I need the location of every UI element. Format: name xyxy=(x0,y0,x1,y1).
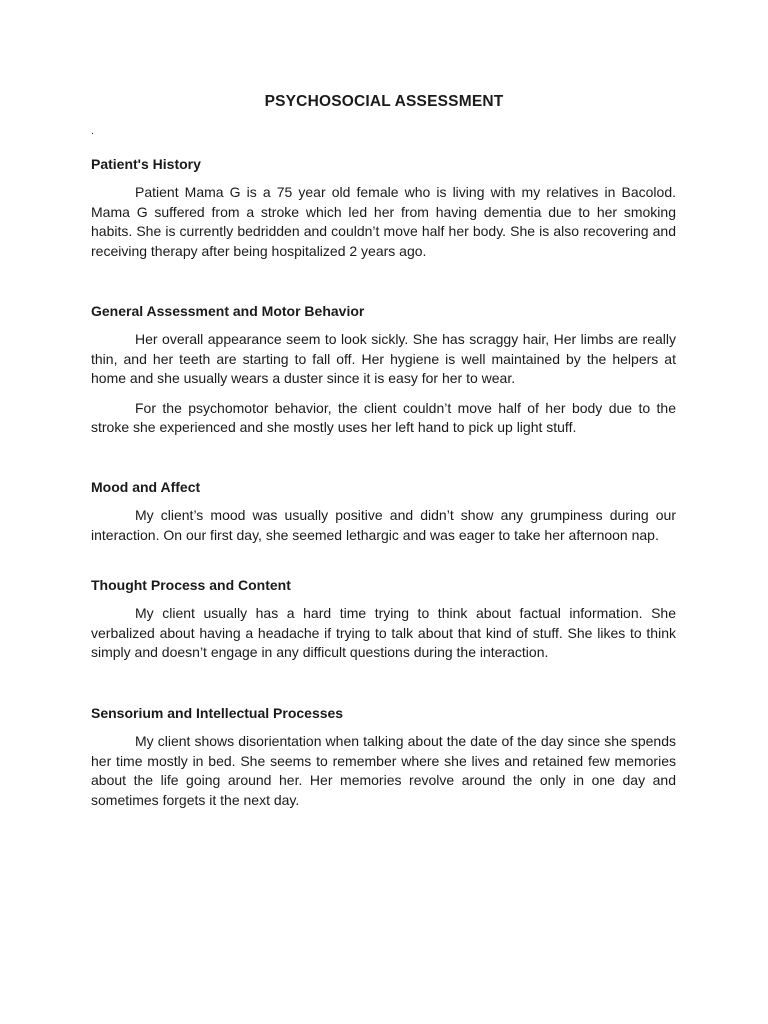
section-general-assessment xyxy=(91,302,676,438)
section-sensorium xyxy=(91,704,676,810)
section-heading: General Assessment and Motor Behavior xyxy=(91,303,365,319)
section-mood-affect xyxy=(91,478,676,545)
section-heading: Sensorium and Intellectual Processes xyxy=(91,705,344,721)
section-paragraph: My client’s mood was usually positive and didn’t show any grumpiness during our interaction. On our first day, she seemed lethargic and was eager to take her afternoon nap. xyxy=(91,507,676,543)
section-paragraph: My client shows disorientation when talking about the date of the day since she spends her time mostly in bed. She seems to remember where she lives and retained few memories about the life going around her. Her memories revolve around the only in one day and sometimes forgets it the next day. xyxy=(91,733,676,808)
section-patient-history xyxy=(91,155,676,261)
section-heading: Thought Process and Content xyxy=(91,577,291,593)
section-paragraph: Her overall appearance seem to look sickly. She has scraggy hair, Her limbs are really thin, and her teeth are starting to fall off. Her hygiene is well maintained by the helpers at home and she usually wears a duster since it is easy for her to wear. xyxy=(91,331,676,386)
section-heading: Mood and Affect xyxy=(91,479,201,495)
section-paragraph: For the psychomotor behavior, the client couldn’t move half of her body due to the stroke she experienced and she mostly uses her left hand to pick up light stuff. xyxy=(91,399,676,435)
section-heading: Patient's History xyxy=(91,156,201,172)
page-title: PSYCHOSOCIAL ASSESSMENT xyxy=(264,93,504,110)
section-paragraph: Patient Mama G is a 75 year old female who is living with my relatives in Bacolod. Mama G suffered from a stroke which led her from having dementia due to her smoking habits. She is currently bedridden and couldn’t move half her body. She is also recovering and receiving therapy after being hospitalized 2 years ago. xyxy=(91,184,676,259)
section-thought-process xyxy=(91,576,676,663)
section-paragraph: My client usually has a hard time trying to think about factual information. She verbalized about having a headache if trying to talk about that kind of stuff. She likes to think simply and doesn’t engage in any difficult questions during the interaction. xyxy=(91,605,676,660)
stray-mark: . xyxy=(91,125,95,137)
